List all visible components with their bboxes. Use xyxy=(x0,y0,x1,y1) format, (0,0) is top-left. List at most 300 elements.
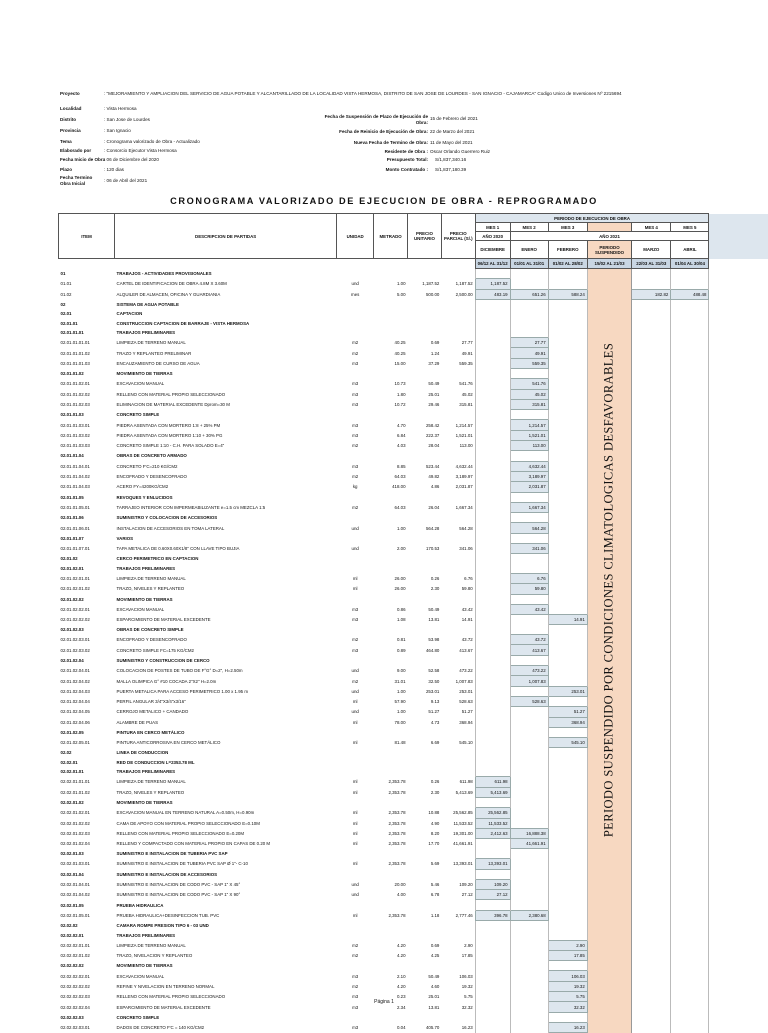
unit-price-cell xyxy=(408,299,442,309)
partial-price-cell xyxy=(441,961,475,971)
partial-price-cell: 43.42 xyxy=(441,604,475,614)
month-value-cell: 368.94 xyxy=(548,717,587,727)
month-value-cell xyxy=(632,859,671,869)
month-value-cell xyxy=(632,279,671,289)
description-cell: LINEA DE CONDUCCION xyxy=(115,748,337,758)
unit-cell: m3 xyxy=(337,389,374,399)
month-value-cell: 564.28 xyxy=(510,523,548,533)
monto-label: Monto Contratado : xyxy=(300,167,428,173)
description-cell: ENCAUZAMIENTO DE CURSO DE AGUA xyxy=(115,358,337,368)
month-value-cell xyxy=(632,758,671,767)
partial-price-cell xyxy=(441,410,475,420)
month-value-cell xyxy=(475,645,510,655)
row-filler xyxy=(709,523,768,533)
unit-price-cell: 51.27 xyxy=(408,707,442,717)
metrado-cell xyxy=(374,318,408,327)
residente-value: Oscar Orlando Guerrero Ruiz xyxy=(430,149,490,155)
month-value-cell xyxy=(671,738,709,748)
month-value-cell xyxy=(671,869,709,879)
abril-header: ABRIL xyxy=(671,241,709,259)
month-value-cell xyxy=(587,839,631,849)
row-filler xyxy=(709,604,768,614)
row-filler xyxy=(709,950,768,960)
month-value-cell: 109.20 xyxy=(475,879,510,889)
month-value-cell xyxy=(548,594,587,604)
month-value-cell xyxy=(475,584,510,594)
month-value-cell xyxy=(475,441,510,451)
table-row xyxy=(59,950,768,960)
month-value-cell: 2,412.63 xyxy=(475,828,510,838)
description-cell: ELIMINACION DE MATERIAL EXCEDENTE Dprom=30 M xyxy=(115,399,337,409)
unit-cell: m3 xyxy=(337,615,374,625)
month-value-cell xyxy=(510,410,548,420)
partial-price-cell: 32.32 xyxy=(441,1002,475,1012)
month-value-cell xyxy=(671,859,709,869)
month-value-cell xyxy=(632,625,671,635)
month-value-cell xyxy=(475,655,510,665)
unit-price-cell: 13.81 xyxy=(408,1002,442,1012)
month-value-cell xyxy=(671,430,709,440)
month-value-cell xyxy=(632,777,671,787)
month-value-cell xyxy=(632,950,671,960)
row-filler xyxy=(709,430,768,440)
month-value-cell xyxy=(587,921,631,931)
inicio-value: : 06 de Diciembre del 2020 xyxy=(104,157,159,163)
partial-price-cell: 17.85 xyxy=(441,950,475,960)
month-value-cell: 3,189.97 xyxy=(510,471,548,481)
month-value-cell xyxy=(671,461,709,471)
month-value-cell xyxy=(548,910,587,920)
month-value-cell xyxy=(587,379,631,389)
table-row xyxy=(59,655,768,665)
metrado-cell: 1.00 xyxy=(374,523,408,533)
month-value-cell xyxy=(475,368,510,378)
partial-price-cell: 2,777.46 xyxy=(441,910,475,920)
row-filler xyxy=(709,707,768,717)
month-value-cell xyxy=(548,420,587,430)
unit-price-cell: 50.49 xyxy=(408,604,442,614)
table-row xyxy=(59,818,768,828)
month-value-cell xyxy=(475,399,510,409)
month-value-cell xyxy=(587,533,631,543)
table-row xyxy=(59,859,768,869)
month-value-cell xyxy=(632,309,671,318)
month-value-cell xyxy=(510,849,548,859)
description-cell: TRAZO, NIVELES Y REPLANTEO xyxy=(115,584,337,594)
metrado-cell xyxy=(374,533,408,543)
month-value-cell xyxy=(548,879,587,889)
description-cell: EXCAVACION MANUAL xyxy=(115,604,337,614)
table-row xyxy=(59,727,768,737)
row-filler xyxy=(709,686,768,696)
inicio-label: Fecha Inicio de Obra xyxy=(60,157,105,163)
month-value-cell xyxy=(548,451,587,461)
row-filler xyxy=(709,441,768,451)
month-value-cell xyxy=(587,544,631,554)
unit-cell: m2 xyxy=(337,981,374,991)
partial-price-cell: 341.06 xyxy=(441,544,475,554)
month-value-cell xyxy=(548,808,587,818)
table-row xyxy=(59,399,768,409)
month-value-cell xyxy=(632,645,671,655)
item-cell: 02.01.02.01.01 xyxy=(59,573,115,583)
partial-price-cell: 559.35 xyxy=(441,358,475,368)
unit-cell xyxy=(337,492,374,502)
row-filler xyxy=(709,748,768,758)
month-value-cell: 1,214.57 xyxy=(510,420,548,430)
row-filler xyxy=(709,502,768,512)
unit-cell: ml xyxy=(337,573,374,583)
row-filler xyxy=(709,279,768,289)
row-filler xyxy=(709,348,768,358)
unit-cell: m2 xyxy=(337,441,374,451)
description-cell: RELLENO CON MATERIAL PROPIO SELECCIONADO E=0.20M xyxy=(115,828,337,838)
metrado-cell: 15.00 xyxy=(374,358,408,368)
table-row xyxy=(59,594,768,604)
description-cell: PRUEBA HIDRAULICA xyxy=(115,900,337,910)
row-filler xyxy=(709,767,768,777)
month-value-cell xyxy=(587,338,631,348)
table-row xyxy=(59,554,768,564)
metrado-cell: 64.03 xyxy=(374,471,408,481)
description-cell: SUMINISTRO E INSTALACION DE TUBERIA PVC SAP xyxy=(115,849,337,859)
month-value-cell xyxy=(548,676,587,686)
description-cell: ALQUILER DE ALMACEN, OFICINA Y GUARDIANIA xyxy=(115,289,337,299)
periodo-suspendido-header: PERIODO SUSPENDIDO xyxy=(587,241,631,259)
month-value-cell xyxy=(587,645,631,655)
metrado-cell xyxy=(374,655,408,665)
month-value-cell xyxy=(548,748,587,758)
month-value-cell xyxy=(510,554,548,564)
month-value-cell xyxy=(671,676,709,686)
month-value-cell xyxy=(510,808,548,818)
range-feb: 01/02 AL 28/02 xyxy=(548,259,587,269)
unit-price-cell xyxy=(408,921,442,931)
month-value-cell xyxy=(632,492,671,502)
row-filler xyxy=(709,808,768,818)
item-cell: 02.02.01.02.01 xyxy=(59,808,115,818)
metrado-cell xyxy=(374,451,408,461)
month-value-cell xyxy=(632,594,671,604)
table-row xyxy=(59,338,768,348)
metrado-cell: 2,353.78 xyxy=(374,818,408,828)
item-cell: 02.01.01.06.01 xyxy=(59,523,115,533)
month-value-cell xyxy=(632,269,671,279)
month-value-cell xyxy=(632,717,671,727)
month-value-cell xyxy=(548,645,587,655)
description-cell: CERROJO METALICO + CANDADO xyxy=(115,707,337,717)
table-row xyxy=(59,584,768,594)
month-value-cell xyxy=(632,554,671,564)
description-cell: LIMPIEZA DE TERRENO MANUAL xyxy=(115,940,337,950)
item-cell: 02.01.01.01.01 xyxy=(59,338,115,348)
reinicio-label: Fecha de Reinicio de Ejecución de Obra: xyxy=(300,129,428,135)
table-row xyxy=(59,1012,768,1022)
row-filler xyxy=(709,839,768,849)
month-value-cell xyxy=(587,738,631,748)
month-value-cell xyxy=(548,696,587,706)
month-value-cell xyxy=(632,666,671,676)
month-value-cell xyxy=(510,767,548,777)
month-value-cell xyxy=(548,441,587,451)
metrado-cell: 4.20 xyxy=(374,981,408,991)
month-value-cell xyxy=(632,940,671,950)
month-value-cell xyxy=(475,625,510,635)
unit-cell xyxy=(337,758,374,767)
unit-cell: m2 xyxy=(337,940,374,950)
month-value-cell xyxy=(671,358,709,368)
month-value-cell xyxy=(475,482,510,492)
unit-price-cell xyxy=(408,961,442,971)
table-row xyxy=(59,767,768,777)
partial-price-cell xyxy=(441,849,475,859)
month-value-cell xyxy=(475,921,510,931)
row-filler xyxy=(709,787,768,797)
month-value-cell: 559.35 xyxy=(510,358,548,368)
description-cell: SUMINISTRO E INSTALACION DE TUBERIA PVC SAP Ø 1"- C-10 xyxy=(115,859,337,869)
row-filler xyxy=(709,777,768,787)
item-cell: 02.02.01.04.01 xyxy=(59,879,115,889)
col-item-header: ITEM xyxy=(59,214,115,259)
item-cell: 02.01.01.03 xyxy=(59,410,115,420)
metrado-cell: 1.08 xyxy=(374,615,408,625)
unit-price-cell: 4.73 xyxy=(408,717,442,727)
partial-price-cell: 27.12 xyxy=(441,890,475,900)
month-value-cell xyxy=(548,368,587,378)
description-cell: TRABAJOS PRELIMINARES xyxy=(115,564,337,574)
month-value-cell xyxy=(475,635,510,645)
unit-price-cell xyxy=(408,594,442,604)
table-row xyxy=(59,828,768,838)
month-value-cell: 2.90 xyxy=(548,940,587,950)
month-value-cell xyxy=(510,328,548,338)
item-cell: 02.01.01.04.01 xyxy=(59,461,115,471)
item-cell: 02.02.02.01 xyxy=(59,930,115,940)
month-value-cell: 25,562.85 xyxy=(475,808,510,818)
month-value-cell xyxy=(587,797,631,807)
row-filler xyxy=(709,318,768,327)
table-row xyxy=(59,717,768,727)
month-value-cell xyxy=(671,441,709,451)
description-cell: MOVIMIENTO DE TIERRAS xyxy=(115,368,337,378)
item-cell: 02.01.01.01.02 xyxy=(59,348,115,358)
partial-price-cell: 49.91 xyxy=(441,348,475,358)
metrado-cell: 0.89 xyxy=(374,645,408,655)
suspension-note: PERIODO SUSPENDIDO POR CONDICIONES CLIMATOLOGICAS DESFAVORABLES xyxy=(585,300,633,880)
tema-label: Tema xyxy=(60,139,72,145)
partial-price-cell: 1,214.57 xyxy=(441,420,475,430)
unit-price-cell: 6.78 xyxy=(408,890,442,900)
metrado-cell: 9.00 xyxy=(374,666,408,676)
month-value-cell xyxy=(632,635,671,645)
month-value-cell xyxy=(671,950,709,960)
month-value-cell xyxy=(510,869,548,879)
unit-price-cell: 4.25 xyxy=(408,950,442,960)
table-row xyxy=(59,348,768,358)
month-value-cell xyxy=(510,961,548,971)
unit-price-cell: 0.69 xyxy=(408,338,442,348)
month-value-cell xyxy=(475,430,510,440)
partial-price-cell: 51.27 xyxy=(441,707,475,717)
partial-price-cell: 106.03 xyxy=(441,971,475,981)
month-value-cell: 14.91 xyxy=(548,615,587,625)
partial-price-cell xyxy=(441,869,475,879)
month-value-cell xyxy=(587,625,631,635)
table-row xyxy=(59,930,768,940)
month-value-cell xyxy=(475,1012,510,1022)
month-value-cell xyxy=(548,523,587,533)
unit-cell: ml xyxy=(337,839,374,849)
unit-cell xyxy=(337,930,374,940)
partial-price-cell xyxy=(441,767,475,777)
unit-cell: m3 xyxy=(337,461,374,471)
month-value-cell xyxy=(587,748,631,758)
partial-price-cell: 41,661.91 xyxy=(441,839,475,849)
description-cell: TRABAJOS PRELIMINARES xyxy=(115,930,337,940)
description-cell: EXCAVACION MANUAL xyxy=(115,971,337,981)
month-value-cell xyxy=(587,482,631,492)
month-value-cell xyxy=(671,299,709,309)
distrito-label: Distrito xyxy=(60,117,76,123)
month-value-cell xyxy=(587,279,631,289)
item-cell: 02.01.01.04.02 xyxy=(59,471,115,481)
unit-price-cell xyxy=(408,564,442,574)
unit-price-cell: 222.37 xyxy=(408,430,442,440)
col-desc-header: DESCRIPCION DE PARTIDAS xyxy=(115,214,337,259)
localidad-value: : Vista Hermosa xyxy=(104,106,137,112)
suspension-value: 15 de Febrero del 2021 xyxy=(430,116,478,122)
metrado-cell: 4.00 xyxy=(374,890,408,900)
row-filler xyxy=(709,358,768,368)
item-cell: 02.01.01.03.03 xyxy=(59,441,115,451)
unit-price-cell: 9.13 xyxy=(408,696,442,706)
month-value-cell xyxy=(632,808,671,818)
month-value-cell xyxy=(632,910,671,920)
item-cell: 02.01.01.01.03 xyxy=(59,358,115,368)
unit-price-cell: 26.04 xyxy=(408,502,442,512)
month-value-cell xyxy=(632,523,671,533)
metrado-cell: 4.70 xyxy=(374,420,408,430)
metrado-cell xyxy=(374,269,408,279)
description-cell: OBRAS DE CONCRETO ARMADO xyxy=(115,451,337,461)
month-value-cell xyxy=(510,615,548,625)
month-value-cell: 11,533.52 xyxy=(475,818,510,828)
month-value-cell xyxy=(548,502,587,512)
month-value-cell xyxy=(632,797,671,807)
table-row xyxy=(59,379,768,389)
month-value-cell xyxy=(475,328,510,338)
partial-price-cell: 14.91 xyxy=(441,615,475,625)
month-value-cell: 651.26 xyxy=(510,289,548,299)
month-value-cell xyxy=(548,471,587,481)
description-cell: ESPARCIMIENTO DE MATERIAL EXCEDENTE xyxy=(115,615,337,625)
unit-cell xyxy=(337,594,374,604)
month-value-cell xyxy=(548,797,587,807)
unit-cell: ml xyxy=(337,910,374,920)
month-value-cell xyxy=(587,655,631,665)
month-value-cell xyxy=(632,299,671,309)
row-filler xyxy=(709,930,768,940)
month-value-cell xyxy=(587,828,631,838)
unit-price-cell: 6.69 xyxy=(408,738,442,748)
table-row xyxy=(59,787,768,797)
termino-value: : 06 de Abril del 2021 xyxy=(104,178,147,184)
month-value-cell xyxy=(632,461,671,471)
month-value-cell xyxy=(548,666,587,676)
month-value-cell xyxy=(510,707,548,717)
month-value-cell: 41,661.91 xyxy=(510,839,548,849)
row-filler xyxy=(709,299,768,309)
unit-price-cell: 258.42 xyxy=(408,420,442,430)
table-row xyxy=(59,961,768,971)
month-value-cell xyxy=(632,839,671,849)
month-value-cell xyxy=(475,717,510,727)
metrado-cell: 2,353.78 xyxy=(374,828,408,838)
month-value-cell xyxy=(475,461,510,471)
month-value-cell xyxy=(548,777,587,787)
col-precio-unitario-header: PRECIO UNITARIO xyxy=(408,214,442,259)
provincia-value: : San Ignacio xyxy=(104,128,131,134)
unit-cell xyxy=(337,1012,374,1022)
unit-price-cell xyxy=(408,492,442,502)
month-value-cell xyxy=(475,707,510,717)
unit-cell: m3 xyxy=(337,1002,374,1012)
month-value-cell xyxy=(632,738,671,748)
month-value-cell xyxy=(475,797,510,807)
month-value-cell xyxy=(632,318,671,327)
month-value-cell xyxy=(587,451,631,461)
item-cell: 02.02.01 xyxy=(59,758,115,767)
reinicio-value: 22 de Marzo del 2021 xyxy=(430,129,474,135)
month-value-cell xyxy=(475,564,510,574)
unit-cell: ml xyxy=(337,818,374,828)
month-value-cell xyxy=(671,981,709,991)
item-cell: 02 xyxy=(59,299,115,309)
month-value-cell xyxy=(587,1022,631,1032)
row-filler xyxy=(709,625,768,635)
metrado-cell: 40.25 xyxy=(374,348,408,358)
unit-cell: ml xyxy=(337,777,374,787)
month-value-cell xyxy=(510,921,548,931)
row-filler xyxy=(709,328,768,338)
month-value-cell xyxy=(510,748,548,758)
item-cell: 02.01.01.03.02 xyxy=(59,430,115,440)
unit-cell: m3 xyxy=(337,992,374,1002)
month-value-cell xyxy=(632,573,671,583)
row-filler xyxy=(709,738,768,748)
month-value-cell: 5.75 xyxy=(548,992,587,1002)
table-row xyxy=(59,1022,768,1032)
partial-price-cell: 16.23 xyxy=(441,1022,475,1032)
month-value-cell xyxy=(510,594,548,604)
unit-cell: m3 xyxy=(337,399,374,409)
item-cell: 02.01.02.03 xyxy=(59,625,115,635)
month-value-cell xyxy=(587,492,631,502)
partial-price-cell xyxy=(441,318,475,327)
month-value-cell xyxy=(510,900,548,910)
partial-price-cell: 11,533.52 xyxy=(441,818,475,828)
month-value-cell: 413.67 xyxy=(510,645,548,655)
metrado-cell: 418.00 xyxy=(374,482,408,492)
partial-price-cell xyxy=(441,625,475,635)
unit-price-cell: 4.90 xyxy=(408,818,442,828)
partial-price-cell: 413.67 xyxy=(441,645,475,655)
unit-cell: m2 xyxy=(337,338,374,348)
unit-price-cell: 52.58 xyxy=(408,666,442,676)
month-value-cell xyxy=(671,379,709,389)
presupuesto-value: S/1,837,340.16 xyxy=(435,157,466,163)
month-value-cell xyxy=(587,573,631,583)
